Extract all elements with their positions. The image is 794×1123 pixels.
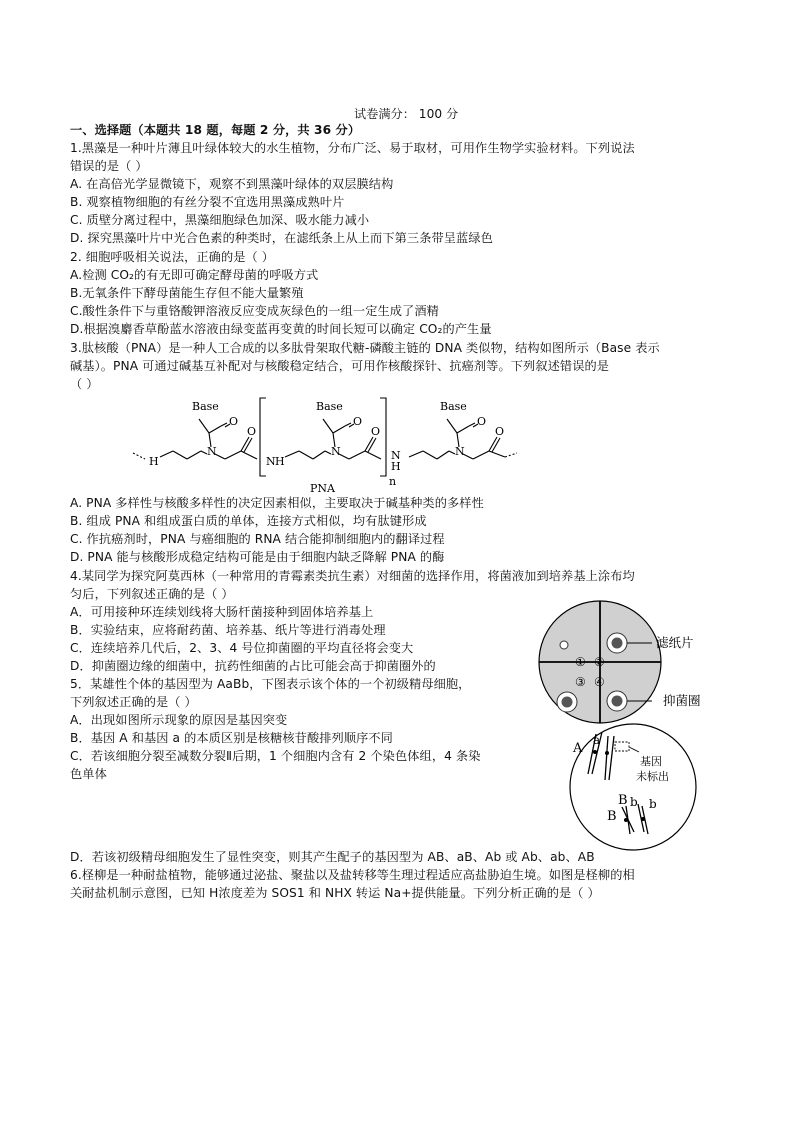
q5-option-a: A．出现如图所示现象的原因是基因突变 — [70, 713, 288, 727]
q4-option-d: D．抑菌圈边缘的细菌中，抗药性细菌的占比可能会高于抑菌圈外的 — [70, 659, 436, 673]
pna-h3: H — [391, 460, 401, 473]
q3-option-a: A. PNA 多样性与核酸多样性的决定因素相似，主要取决于碱基种类的多样性 — [70, 496, 484, 510]
q3-option-d: D. PNA 能与核酸形成稳定结构可能是由于细胞内缺乏降解 PNA 的酶 — [70, 550, 445, 564]
q3-stem-line1: 3.肽核酸（PNA）是一种人工合成的以多肽骨架取代糖-磷酸主链的 DNA 类似物，结构如图所示（Base 表示 — [70, 341, 660, 355]
dish-label-2: ② — [594, 655, 605, 669]
q6-stem-line1: 6.柽柳是一种耐盐植物，能够通过泌盐、聚盐以及盐转移等生理过程适应高盐胁迫生境。如图是柽柳的相 — [70, 868, 635, 882]
note-gene: 基因 — [640, 755, 662, 768]
pna-n2: N — [266, 455, 276, 468]
pna-structure-figure — [125, 393, 535, 493]
dish-label-1: ① — [575, 655, 586, 669]
pna-base3: Base — [440, 400, 467, 413]
spermatocyte-figure — [560, 722, 710, 852]
section-title: 一、选择题（本题共 18 题，每题 2 分，共 36 分） — [70, 123, 361, 137]
pna-n5: N — [455, 445, 465, 458]
gene-A: A — [573, 741, 583, 756]
q5-option-c-line2: 色单体 — [70, 767, 107, 781]
pna-o6: O — [495, 425, 505, 438]
gene-b-1: b — [630, 795, 638, 809]
pna-o3: O — [353, 415, 363, 428]
q6-stem-line2: 关耐盐机制示意图，已知 H浓度差为 SOS1 和 NHX 转运 Na+提供能量。下列分析正确的是（ ） — [70, 886, 600, 900]
dish-label-3: ③ — [575, 675, 586, 689]
q3-option-b: B. 组成 PNA 和组成蛋白质的单体，连接方式相似，均有肽键形成 — [70, 514, 427, 528]
pna-base2: Base — [316, 400, 343, 413]
petri-dish-figure — [530, 600, 730, 725]
pna-n4: N — [391, 449, 401, 462]
pna-h1: H — [149, 455, 159, 468]
q2-option-b: B.无氧条件下酵母菌能生存但不能大量繁殖 — [70, 286, 304, 300]
score-header: 试卷满分： 100 分 — [354, 107, 459, 121]
pna-o2: O — [247, 425, 257, 438]
q2-option-c: C.酸性条件下与重铬酸钾溶液反应变成灰绿色的一组一定生成了酒精 — [70, 304, 439, 318]
q3-option-c: C. 作抗癌剂时，PNA 与癌细胞的 RNA 结合能抑制细胞内的翻译过程 — [70, 532, 445, 546]
q4-option-c: C．连续培养几代后，2、3、4 号位抑菌圈的平均直径将会变大 — [70, 641, 414, 655]
q1-stem-line2: 错误的是（ ） — [70, 159, 148, 173]
pna-n3: N — [331, 445, 341, 458]
q1-option-c: C. 质壁分离过程中，黑藻细胞绿色加深、吸水能力减小 — [70, 213, 370, 227]
gene-B-top: B — [618, 793, 628, 808]
q5-option-b: B．基因 A 和基因 a 的本质区别是核糖核苷酸排列顺序不同 — [70, 731, 393, 745]
q5-stem-line1: 5．某雄性个体的基因型为 AaBb，下图表示该个体的一个初级精母细胞， — [70, 677, 471, 691]
q1-stem-line1: 1.黑藻是一种叶片薄且叶绿体较大的水生植物，分布广泛、易于取材，可用作生物学实验材料。下列说法 — [70, 141, 635, 155]
q4-stem-line1: 4.某同学为探究阿莫西林（一种常用的青霉素类抗生素）对细菌的选择作用，将菌液加到培养基上涂布均 — [70, 569, 635, 583]
q3-stem-line3: （ ） — [70, 377, 99, 391]
note-not-marked: 未标出 — [636, 770, 669, 783]
q4-stem-line2: 匀后，下列叙述正确的是（ ） — [70, 587, 234, 601]
q2-option-d: D.根据溴麝香草酚蓝水溶液由绿变蓝再变黄的时间长短可以确定 CO₂的产生量 — [70, 322, 492, 336]
q2-option-a: A.检测 CO₂的有无即可确定酵母菌的呼吸方式 — [70, 268, 319, 282]
q4-option-a: A．可用接种环连续划线将大肠杆菌接种到固体培养基上 — [70, 605, 374, 619]
gene-b-2: b — [649, 797, 657, 811]
q1-option-a: A. 在高倍光学显微镜下，观察不到黑藻叶绿体的双层膜结构 — [70, 177, 394, 191]
q1-option-b: B. 观察植物细胞的有丝分裂不宜选用黑藻成熟叶片 — [70, 195, 345, 209]
q5-option-d: D．若该初级精母细胞发生了显性突变，则其产生配子的基因型为 AB、aB、Ab 或 Ab、ab、AB — [70, 850, 595, 864]
label-filter-paper: 滤纸片 — [656, 635, 694, 650]
gene-a: a — [593, 733, 601, 747]
pna-h2: H — [275, 455, 285, 468]
pna-o1: O — [229, 415, 239, 428]
q5-stem-line2: 下列叙述正确的是（ ） — [70, 695, 197, 709]
pna-n1: N — [207, 445, 217, 458]
dish-label-4: ④ — [594, 675, 605, 689]
pna-subscript-n: n — [389, 475, 397, 488]
label-inhibition-zone: 抑菌圈 — [663, 693, 701, 708]
q3-stem-line2: 碱基）。PNA 可通过碱基互补配对与核酸稳定结合，可用作核酸探针、抗癌剂等。下列叙述错误的是 — [70, 359, 610, 373]
gene-B-bottom: B — [607, 809, 617, 824]
pna-caption: PNA — [310, 482, 335, 493]
q5-option-c-line1: C．若该细胞分裂至减数分裂Ⅱ后期，1 个细胞内含有 2 个染色体组，4 条染 — [70, 749, 481, 763]
pna-o5: O — [477, 415, 487, 428]
pna-o4: O — [371, 425, 381, 438]
q2-stem: 2. 细胞呼吸相关说法，正确的是（ ） — [70, 250, 275, 264]
pna-base1: Base — [192, 400, 219, 413]
q1-option-d: D. 探究黑藻叶片中光合色素的种类时，在滤纸条上从上而下第三条带呈蓝绿色 — [70, 231, 493, 245]
q4-option-b: B．实验结束，应将耐药菌、培养基、纸片等进行消毒处理 — [70, 623, 386, 637]
